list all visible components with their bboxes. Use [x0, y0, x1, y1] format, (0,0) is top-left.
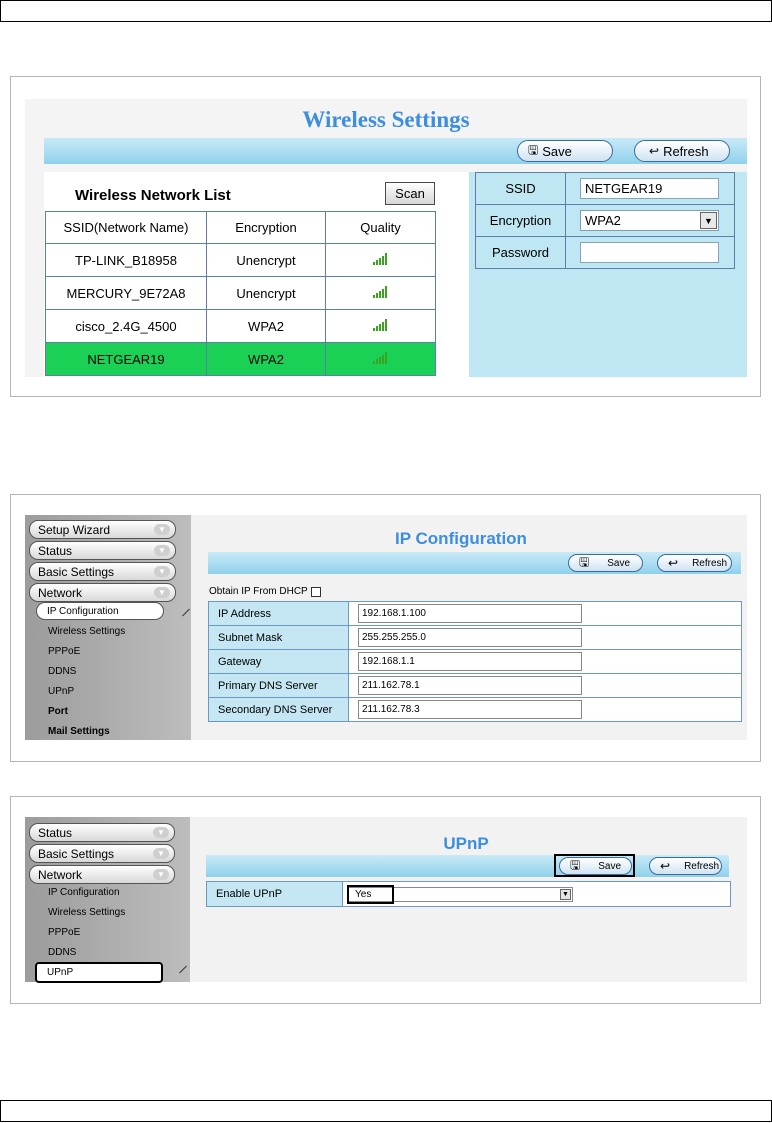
ip-config-title: IP Configuration [395, 529, 527, 548]
secondary-dns-input[interactable]: 211.162.78.3 [358, 700, 582, 719]
wireless-save-label: Save [542, 143, 572, 159]
subnet-mask-input[interactable]: 255.255.255.0 [358, 628, 582, 647]
network-encryption: Unencrypt [207, 277, 326, 310]
column-header: Encryption [207, 212, 326, 244]
menu-basic-settings[interactable] [29, 562, 176, 581]
table-row-selected[interactable] [46, 343, 436, 376]
column-header: Quality [326, 212, 436, 244]
gateway-input[interactable]: 192.168.1.1 [358, 652, 582, 671]
sidebar-item-wireless-settings[interactable]: Wireless Settings [48, 907, 126, 918]
menu-network[interactable] [29, 583, 176, 602]
enable-upnp-value: Yes [355, 888, 372, 900]
menu-label: Basic Settings [38, 846, 115, 861]
menu-label: Network [38, 867, 83, 882]
password-input[interactable] [580, 242, 719, 263]
sidebar-item-upnp[interactable]: UPnP [35, 962, 163, 983]
gateway-label: Gateway [209, 650, 349, 674]
wireless-refresh-label: Refresh [663, 143, 709, 159]
wireless-settings-panel [10, 76, 761, 397]
ip-save-button[interactable] [568, 554, 643, 572]
network-list-table [45, 211, 436, 376]
network-list-title: Wireless Network List [75, 187, 231, 204]
ip-fields-table [208, 601, 742, 722]
wireless-refresh-button[interactable] [634, 140, 730, 162]
sidebar-item-pppoe[interactable]: PPPoE [48, 646, 81, 657]
network-ssid: TP-LINK_B18958 [46, 244, 207, 277]
chevron-down-icon[interactable]: ▼ [560, 889, 571, 900]
menu-label: Network [38, 585, 83, 600]
network-ssid: cisco_2.4G_4500 [46, 310, 207, 343]
network-encryption: WPA2 [207, 310, 326, 343]
ip-address-input[interactable]: 192.168.1.100 [358, 604, 582, 623]
upnp-panel [10, 796, 761, 1004]
wireless-title: Wireless Settings [302, 107, 470, 132]
network-encryption: WPA2 [207, 343, 326, 376]
sidebar-item-ddns[interactable]: DDNS [48, 666, 77, 677]
upnp-save-label: Save [598, 860, 622, 872]
sidebar-item-port[interactable]: Port [48, 706, 68, 717]
column-header: SSID(Network Name) [46, 212, 207, 244]
menu-label: Basic Settings [38, 564, 115, 579]
chevron-down-icon: ▼ [154, 566, 170, 577]
dhcp-option [209, 586, 321, 597]
menu-basic-settings[interactable] [29, 844, 175, 863]
chevron-down-icon: ▼ [153, 869, 169, 880]
table-row[interactable] [46, 244, 436, 277]
sidebar-item-upnp[interactable]: UPnP [48, 686, 75, 697]
network-ssid: MERCURY_9E72A8 [46, 277, 207, 310]
wifi-form-table [475, 172, 735, 269]
chevron-down-icon[interactable]: ▼ [700, 212, 717, 229]
sidebar-item-wireless-settings[interactable]: Wireless Settings [48, 626, 126, 637]
menu-label: Status [38, 825, 73, 840]
scan-button[interactable]: Scan [385, 182, 435, 205]
sidebar-item-ddns[interactable]: DDNS [48, 947, 77, 958]
wireless-save-button[interactable] [517, 140, 613, 162]
ssid-label: SSID [476, 173, 566, 205]
menu-status[interactable] [29, 823, 175, 842]
chevron-down-icon: ▼ [154, 545, 170, 556]
page-footer-bar [0, 1100, 772, 1122]
encryption-select[interactable] [580, 210, 719, 231]
secondary-dns-label: Secondary DNS Server [209, 698, 349, 722]
sidebar-item-mail-settings[interactable]: Mail Settings [48, 726, 110, 737]
page-header-bar [0, 0, 772, 22]
chevron-down-icon: ▼ [153, 827, 169, 838]
menu-network[interactable] [29, 865, 175, 884]
menu-label: Status [38, 543, 73, 558]
ip-save-label: Save [607, 557, 631, 569]
floppy-disk-icon: 🖫 [528, 142, 539, 157]
signal-bars-icon [373, 319, 389, 331]
ip-refresh-button[interactable] [657, 554, 732, 572]
table-row[interactable] [46, 277, 436, 310]
signal-bars-icon [373, 253, 389, 265]
floppy-disk-icon: 🖫 [570, 857, 581, 872]
save-highlight-box [554, 854, 635, 877]
ssid-input[interactable]: NETGEAR19 [580, 178, 719, 199]
primary-dns-label: Primary DNS Server [209, 674, 349, 698]
chevron-down-icon: ▼ [154, 587, 170, 598]
refresh-arrow-icon: ↩ [649, 144, 660, 158]
encryption-select-value: WPA2 [585, 213, 621, 228]
upnp-refresh-button[interactable] [649, 857, 722, 875]
primary-dns-input[interactable]: 211.162.78.1 [358, 676, 582, 695]
subnet-mask-label: Subnet Mask [209, 626, 349, 650]
signal-bars-icon [373, 352, 389, 364]
sidebar-item-ip-configuration[interactable]: IP Configuration [48, 887, 120, 898]
network-encryption: Unencrypt [207, 244, 326, 277]
upnp-refresh-label: Refresh [684, 860, 720, 872]
refresh-arrow-icon: ↩ [668, 556, 679, 570]
menu-label: Setup Wizard [38, 522, 111, 537]
menu-status[interactable] [29, 541, 176, 560]
enable-upnp-select[interactable] [348, 887, 573, 902]
dhcp-label: Obtain IP From DHCP [209, 586, 308, 597]
network-ssid: NETGEAR19 [46, 343, 207, 376]
refresh-arrow-icon: ↩ [660, 859, 671, 873]
table-header-row [46, 212, 436, 244]
ip-address-label: IP Address [209, 602, 349, 626]
encryption-label: Encryption [476, 205, 566, 237]
table-row[interactable] [46, 310, 436, 343]
floppy-disk-icon: 🖫 [579, 554, 590, 569]
upnp-fields-table [206, 881, 731, 907]
dhcp-checkbox[interactable] [311, 587, 321, 597]
sidebar-item-pppoe[interactable]: PPPoE [48, 927, 81, 938]
ip-config-panel [10, 494, 761, 762]
ip-refresh-label: Refresh [692, 557, 728, 569]
menu-setup-wizard[interactable] [29, 520, 176, 539]
select-highlight-box [347, 885, 394, 904]
sidebar-item-ip-configuration[interactable]: IP Configuration [36, 602, 164, 620]
enable-upnp-label: Enable UPnP [207, 882, 343, 907]
password-label: Password [476, 237, 566, 269]
chevron-down-icon: ▼ [154, 524, 170, 535]
upnp-title: UPnP [443, 834, 489, 853]
signal-bars-icon [373, 286, 389, 298]
chevron-down-icon: ▼ [153, 848, 169, 859]
